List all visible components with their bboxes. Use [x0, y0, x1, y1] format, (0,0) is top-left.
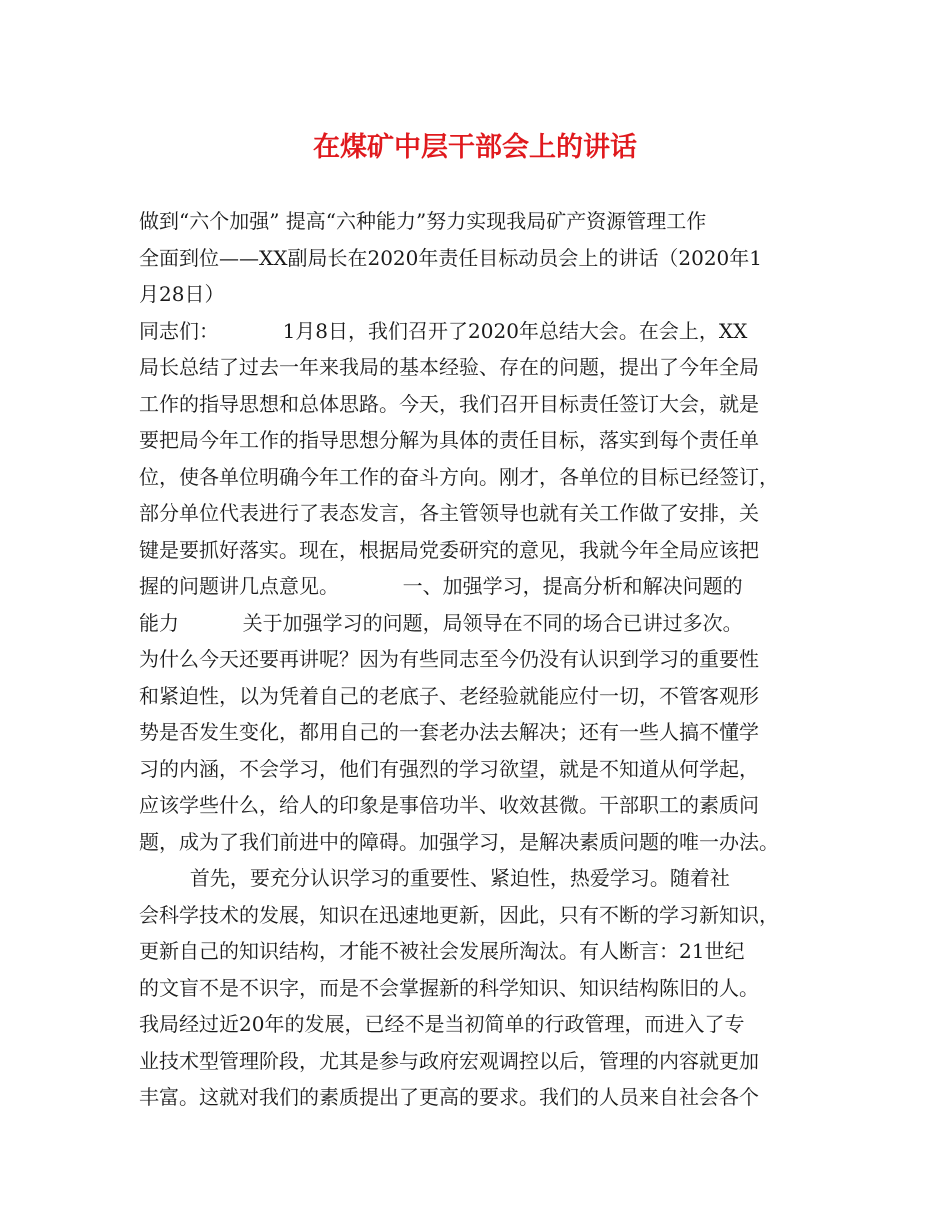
body-line: 丰富。这就对我们的素质提出了更高的要求。我们的人员来自社会各个: [139, 1085, 759, 1109]
body-line: 更新自己的知识结构，才能不被社会发展所淘汰。有人断言：21世纪: [139, 939, 745, 963]
body-line: 为什么今天还要再讲呢？因为有些同志至今仍没有认识到学习的重要性: [139, 647, 759, 671]
body-line: 握的问题讲几点意见。 一、加强学习，提高分析和解决问题的: [139, 574, 743, 598]
body-line: 部分单位代表进行了表态发言，各主管领导也就有关工作做了安排，关: [139, 501, 759, 525]
body-line: 全面到位——XX副局长在2020年责任目标动员会上的讲话（2020年1: [139, 245, 762, 270]
body-line: 题，成为了我们前进中的障碍。加强学习，是解决素质问题的唯一办法。: [139, 829, 779, 854]
body-line: 键是要抓好落实。现在，根据局党委研究的意见，我就今年全局应该把: [139, 537, 759, 562]
body-line: 月28日）: [139, 282, 225, 306]
body-line: 要把局今年工作的指导思想分解为具体的责任目标，落实到每个责任单: [139, 428, 759, 452]
body-line: 业技术型管理阶段，尤其是参与政府宏观调控以后，管理的内容就更加: [139, 1048, 759, 1073]
body-line: 会科学技术的发展，知识在迅速地更新，因此，只有不断的学习新知识，: [139, 902, 779, 927]
body-line: 工作的指导思想和总体思路。今天，我们召开目标责任签订大会，就是: [139, 391, 759, 416]
body-line: 首先，要充分认识学习的重要性、紧迫性，热爱学习。随着社: [139, 866, 730, 890]
body-line: 应该学些什么，给人的印象是事倍功半、收效甚微。干部职工的素质问: [139, 793, 759, 817]
body-line: 势是否发生变化，都用自己的一套老办法去解决；还有一些人搞不懂学: [139, 720, 759, 744]
body-line: 习的内涵，不会学习，他们有强烈的学习欲望，就是不知道从何学起，: [139, 756, 759, 781]
document-body: [139, 203, 825, 1116]
body-line: 位，使各单位明确今年工作的奋斗方向。刚才，各单位的目标已经签订，: [139, 464, 779, 489]
body-line: 我局经过近20年的发展，已经不是当初简单的行政管理，而进入了专: [139, 1012, 745, 1036]
body-line: 局长总结了过去一年来我局的基本经验、存在的问题，提出了今年全局: [139, 355, 759, 379]
body-line: 和紧迫性，以为凭着自己的老底子、老经验就能应付一切，不管客观形: [139, 683, 759, 708]
document-title: 在煤矿中层干部会上的讲话: [313, 132, 637, 163]
body-line: 同志们： 1月8日，我们召开了2020年总结大会。在会上，XX: [139, 318, 748, 343]
body-line: 的文盲不是不识字，而是不会掌握新的科学知识、知识结构陈旧的人。: [139, 975, 759, 1000]
body-line: 能力 关于加强学习的问题，局领导在不同的场合已讲过多次。: [139, 610, 743, 635]
body-line: 做到“六个加强” 提高“六种能力”努力实现我局矿产资源管理工作: [139, 209, 707, 233]
